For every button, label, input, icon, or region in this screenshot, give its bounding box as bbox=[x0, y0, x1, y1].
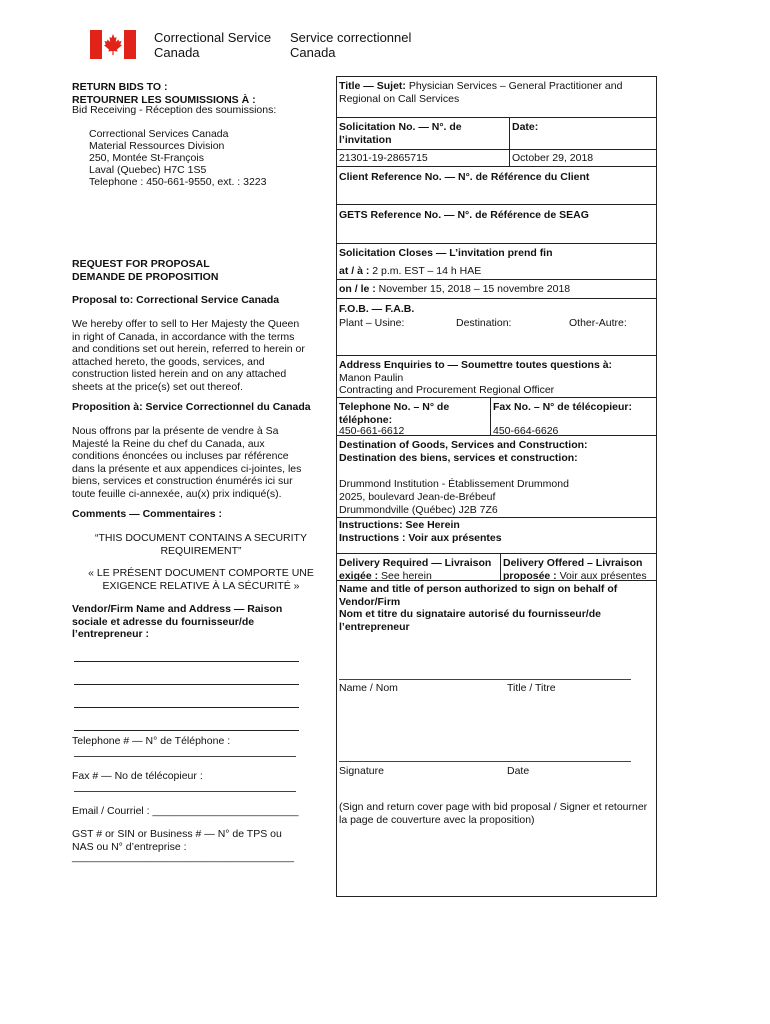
canada-flag-logo bbox=[90, 30, 136, 59]
date-label: Date: bbox=[512, 121, 539, 133]
sign-return-note: (Sign and return cover page with bid proposal / Signer et retourner la page de couverture avec la proposition) bbox=[339, 801, 648, 826]
fax-label: Fax # — No de télécopieur : bbox=[72, 770, 203, 782]
closing-time: at / à : 2 p.m. EST – 14 h HAE bbox=[339, 265, 482, 277]
fob-destination: Destination: bbox=[456, 317, 512, 329]
department-name-fr: Service correctionnel Canada bbox=[290, 30, 412, 60]
name-title-line[interactable] bbox=[339, 679, 631, 680]
closing-date: on / le : November 15, 2018 – 15 novembre 2018 bbox=[339, 283, 571, 295]
instructions: Instructions: See Herein Instructions : Voir aux présentes bbox=[339, 519, 502, 544]
date-signed-label: Date bbox=[507, 765, 530, 777]
gets-reference-label: GETS Reference No. — N°. de Référence de SEAG bbox=[339, 209, 589, 221]
telephone-no-value: 450-661-6612 bbox=[339, 425, 405, 437]
contact-title: Contracting and Procurement Regional Officer bbox=[339, 384, 555, 396]
offer-text-en: We hereby offer to sell to Her Majesty the Queen in right of Canada, in accordance with the terms and conditions set out herein, referred to herein or attached hereto, the goods, services, and construction listed herein and on any attached sheets at the price(s) set out thereof. bbox=[72, 318, 305, 393]
email-label: Email / Courriel : _________________________ bbox=[72, 805, 299, 817]
fob-other: Other-Autre: bbox=[569, 317, 627, 329]
vendor-line-3[interactable] bbox=[74, 707, 299, 708]
telephone-line[interactable] bbox=[74, 756, 296, 757]
authorized-signatory-label: Name and title of person authorized to sign on behalf of Vendor/Firm Nom et titre du signataire autorisé du fournisseur/de l’entrepreneur bbox=[339, 583, 618, 633]
offer-text-fr: Nous offrons par la présente de vendre à Sa Majesté la Reine du chef du Canada, aux conditions énoncées ou incluses par référence dans la présente et aux appendices ci-jointes, les biens, services et construction énumérés ici sur toute feuille ci-annexée, au(x) prix indiqué(s). bbox=[72, 425, 302, 500]
fob-plant: Plant – Usine: bbox=[339, 317, 405, 329]
return-address: Correctional Services Canada Material Ressources Division 250, Montée St-François Laval (Quebec) H7C 1S5 Telephone : 450-661-9550, ext. : 3223 bbox=[89, 128, 267, 188]
signature-date-line[interactable] bbox=[339, 761, 631, 762]
return-bids-heading: RETURN BIDS TO : RETOURNER LES SOUMISSIONS À : bbox=[72, 81, 256, 106]
vendor-line-4[interactable] bbox=[74, 730, 299, 731]
bid-receiving: Bid Receiving - Réception des soumissions: bbox=[72, 104, 277, 116]
destination-address: Drummond Institution - Établissement Drummond 2025, boulevard Jean-de-Brébeuf Drummondville (Québec) J2B 7Z6 bbox=[339, 478, 569, 516]
solicitation-closes-label: Solicitation Closes — L’invitation prend fin bbox=[339, 247, 553, 259]
delivery-offered: Delivery Offered – Livraison proposée : Voir aux présentes bbox=[503, 557, 647, 582]
delivery-required: Delivery Required — Livraison exigée : See herein bbox=[339, 557, 492, 582]
title-label: Title / Titre bbox=[507, 682, 556, 694]
comments-label: Comments — Commentaires : bbox=[72, 508, 222, 520]
address-enquiries-label: Address Enquiries to — Soumettre toutes questions à: bbox=[339, 359, 613, 371]
solicitation-form bbox=[336, 76, 657, 897]
rfp-heading: REQUEST FOR PROPOSAL DEMANDE DE PROPOSITION bbox=[72, 258, 219, 283]
proposal-to-fr: Proposition à: Service Correctionnel du Canada bbox=[72, 401, 311, 413]
name-label: Name / Nom bbox=[339, 682, 398, 694]
contact-name: Manon Paulin bbox=[339, 372, 404, 384]
vendor-line-1[interactable] bbox=[74, 661, 299, 662]
date-value: October 29, 2018 bbox=[512, 152, 594, 164]
proposal-to-en: Proposal to: Correctional Service Canada bbox=[72, 294, 280, 306]
fob-label: F.O.B. — F.A.B. bbox=[339, 303, 415, 315]
department-name-en: Correctional Service Canada bbox=[154, 30, 272, 60]
vendor-name-label: Vendor/Firm Name and Address — Raison sociale et adresse du fournisseur/de l’entrepreneur : bbox=[72, 603, 283, 641]
destination-goods-label: Destination of Goods, Services and Construction: Destination des biens, services et construction: bbox=[339, 439, 588, 464]
vendor-line-2[interactable] bbox=[74, 684, 299, 685]
title-field: Title — Sujet: Physician Services – General Practitioner and Regional on Call Services bbox=[339, 80, 623, 105]
fax-line[interactable] bbox=[74, 791, 296, 792]
gst-line[interactable]: ______________________________________ bbox=[72, 851, 294, 863]
fax-no-label: Fax No. – N° de télécopieur: bbox=[493, 401, 632, 413]
solicitation-no-value: 21301-19-2865715 bbox=[339, 152, 428, 164]
security-requirement-fr: « LE PRÉSENT DOCUMENT COMPORTE UNE EXIGENCE RELATIVE À LA SÉCURITÉ » bbox=[88, 567, 314, 592]
telephone-no-label: Telephone No. – N° de téléphone: bbox=[339, 401, 450, 426]
client-reference-label: Client Reference No. — N°. de Référence du Client bbox=[339, 171, 590, 183]
security-requirement-en: “THIS DOCUMENT CONTAINS A SECURITY REQUIREMENT” bbox=[95, 532, 307, 557]
signature-label: Signature bbox=[339, 765, 384, 777]
telephone-label: Telephone # — N° de Téléphone : bbox=[72, 735, 231, 747]
solicitation-no-label: Solicitation No. — N°. de l’invitation bbox=[339, 121, 462, 146]
gst-label: GST # or SIN or Business # — N° de TPS ou NAS ou N° d’entreprise : bbox=[72, 828, 282, 853]
fax-no-value: 450-664-6626 bbox=[493, 425, 559, 437]
